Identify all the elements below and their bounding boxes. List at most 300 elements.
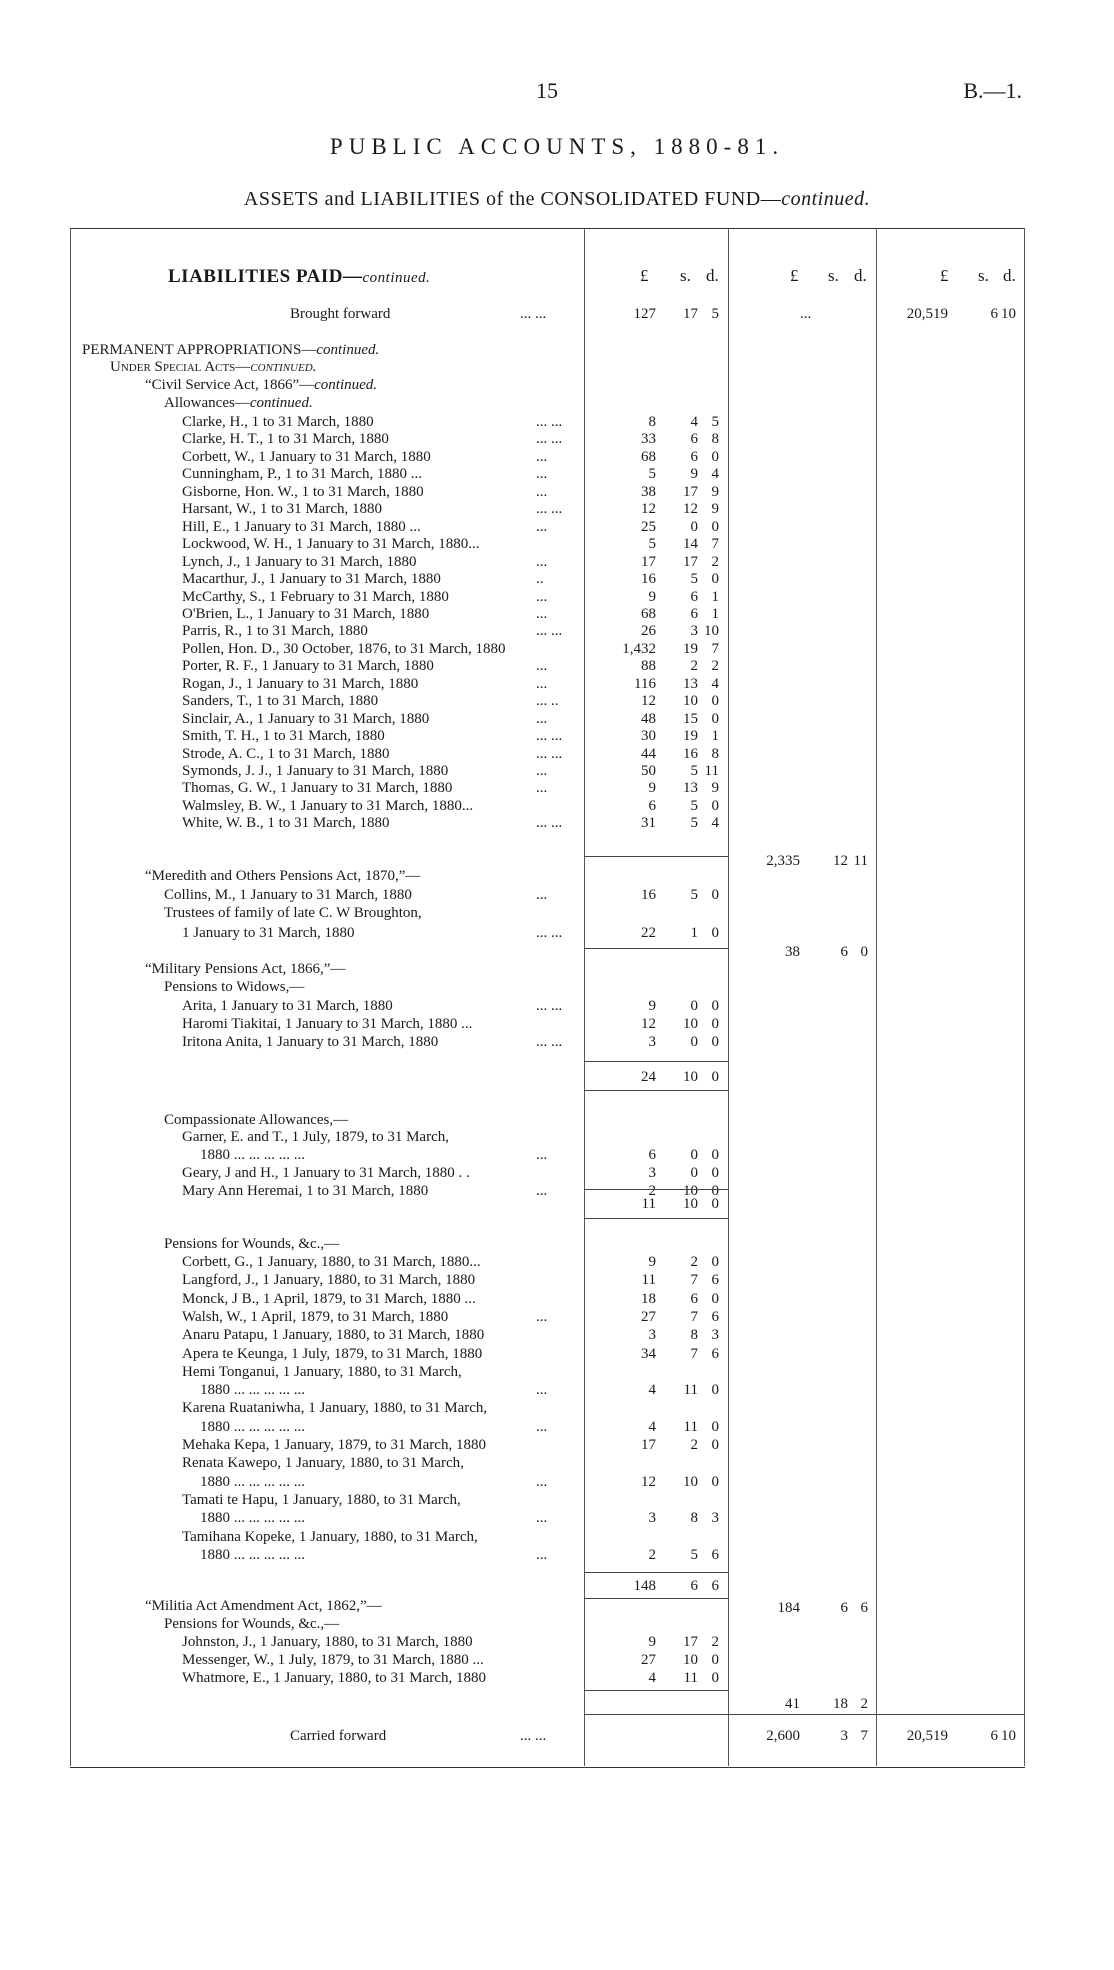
entry-shillings: 17 — [683, 1634, 698, 1650]
entry-pounds: 38 — [641, 483, 656, 500]
leader-dots: ... — [536, 710, 548, 727]
entry-name: Collins, M., 1 January to 31 March, 1880 — [164, 887, 412, 903]
entry-pence: 0 — [711, 448, 719, 465]
entry-shillings: 1 — [690, 925, 698, 941]
entry-name: Clarke, H., 1 to 31 March, 1880 — [182, 414, 374, 430]
entry-pounds: 12 — [641, 1473, 656, 1490]
entry-pounds: 1,432 — [622, 640, 656, 657]
carried-forward-rule — [584, 1714, 1024, 1715]
militia-wounds-heading-row — [0, 1616, 1114, 1633]
entry-shillings: 19 — [683, 728, 698, 745]
brought-forward-col1-pounds: 127 — [633, 306, 656, 322]
entry-pence: 0 — [711, 1034, 719, 1050]
entry-shillings: 8 — [690, 1327, 698, 1344]
widows-heading-row — [0, 979, 1114, 996]
entry-name: White, W. B., 1 to 31 March, 1880 — [182, 815, 390, 832]
leader-dots: ... — [536, 553, 548, 570]
entry-pounds: 9 — [648, 998, 656, 1014]
civil-total-pence: 11 — [853, 853, 868, 869]
military-total-shillings: 6 — [840, 1600, 848, 1616]
meredith-total-pounds: 38 — [785, 944, 800, 960]
entry-shillings: 4 — [690, 414, 698, 430]
entry-shillings: 17 — [683, 553, 698, 570]
leader-dots: ... — [536, 1183, 548, 1199]
entry-shillings: 3 — [690, 623, 698, 640]
col2-shillings-header: s. — [828, 266, 839, 285]
entry-pence: 0 — [711, 1147, 719, 1163]
entry-pounds: 16 — [641, 887, 656, 903]
leader-dots: ... ... — [536, 431, 563, 448]
entry-pounds: 6 — [648, 797, 656, 814]
entry-shillings: 7 — [690, 1345, 698, 1362]
wound-pension-row — [0, 1254, 1114, 1271]
entry-pounds: 2 — [648, 1546, 656, 1563]
entry-name: Thomas, G. W., 1 January to 31 March, 1880 — [182, 780, 453, 797]
entry-pounds: 34 — [641, 1345, 656, 1362]
entry-pounds: 3 — [648, 1165, 656, 1181]
entry-pence: 2 — [711, 553, 719, 570]
entry-name: Lynch, J., 1 January to 31 March, 1880 — [182, 553, 417, 570]
entry-shillings: 14 — [683, 536, 698, 553]
permanent-appropriations-heading-continued: continued. — [316, 342, 380, 358]
entry-shillings: 17 — [683, 483, 698, 500]
civil-allowance-row — [0, 449, 1114, 466]
entry-pence: 1 — [711, 728, 719, 745]
entry-name: Sinclair, A., 1 January to 31 March, 1880 — [182, 710, 430, 727]
entry-pounds: 6 — [648, 1147, 656, 1163]
entry-name: 1880 ... ... ... ... ... — [200, 1147, 305, 1163]
entry-name: Geary, J and H., 1 January to 31 March, 1880 . . — [182, 1165, 470, 1181]
entry-pence: 6 — [711, 1345, 719, 1362]
entry-pence: 0 — [711, 998, 719, 1014]
meredith-heading-row — [0, 868, 1114, 885]
civil-total-shillings: 12 — [833, 853, 848, 869]
civil-allowance-row — [0, 536, 1114, 553]
permanent-appropriations-heading-main: PERMANENT APPROPRIATIONS— — [82, 342, 317, 358]
brought-forward-row — [0, 306, 1114, 323]
civil-allowance-row — [0, 431, 1114, 448]
entry-shillings: 11 — [683, 1670, 698, 1686]
wounds-subtotal-rule — [584, 1572, 728, 1573]
entry-pounds: 3 — [648, 1327, 656, 1344]
wound-pension-row — [0, 1309, 1114, 1326]
entry-shillings: 13 — [683, 780, 698, 797]
compassionate-total-pounds: 11 — [641, 1196, 656, 1212]
civil-allowance-row — [0, 780, 1114, 797]
entry-name: Iritona Anita, 1 January to 31 March, 1880 — [182, 1034, 439, 1050]
militia-total-shillings: 18 — [833, 1696, 848, 1712]
carried-forward-col3-shillings: 6 — [990, 1728, 998, 1744]
page-number: 15 — [536, 78, 558, 103]
entry-pence: 0 — [711, 518, 719, 535]
entry-name: Messenger, W., 1 July, 1879, to 31 March, 1880 ... — [182, 1652, 484, 1668]
allowances-heading-text — [164, 395, 313, 412]
compassionate-row — [0, 1165, 1114, 1182]
entry-pence: 0 — [711, 1473, 719, 1490]
widows-total-row — [0, 1069, 1114, 1086]
entry-pounds: 30 — [641, 728, 656, 745]
meredith-heading: “Meredith and Others Pensions Act, 1870,”— — [145, 868, 421, 884]
entry-name: Garner, E. and T., 1 July, 1879, to 31 March, — [182, 1129, 449, 1145]
civil-allowance-row — [0, 658, 1114, 675]
carried-forward-col3-pence: 10 — [1001, 1728, 1016, 1744]
militia-pension-row — [0, 1652, 1114, 1669]
leader-dots: ... ... — [536, 728, 563, 745]
entry-name: Clarke, H. T., 1 to 31 March, 1880 — [182, 431, 389, 448]
special-acts-heading-main: Under Special Acts— — [110, 359, 251, 375]
entry-name: Rogan, J., 1 January to 31 March, 1880 — [182, 675, 419, 692]
allowances-heading — [0, 395, 1114, 412]
entry-pence: 0 — [711, 1165, 719, 1181]
military-total-pounds: 184 — [777, 1600, 800, 1616]
entry-pence: 11 — [704, 763, 719, 779]
permanent-appropriations-heading-text — [82, 342, 379, 359]
widows-total-pence: 0 — [711, 1069, 719, 1085]
allowances-heading-main: Allowances— — [164, 395, 250, 411]
entry-pence: 0 — [711, 1382, 719, 1399]
entry-shillings: 13 — [683, 675, 698, 692]
entry-name: Karena Ruataniwha, 1 January, 1880, to 31 March, — [182, 1400, 488, 1417]
entry-name: Trustees of family of late C. W Broughton, — [164, 905, 422, 921]
civil-allowance-row — [0, 815, 1114, 832]
civil-service-act-heading-text — [145, 377, 377, 394]
widows-total-shillings: 10 — [683, 1069, 698, 1085]
entry-pence: 0 — [711, 1254, 719, 1270]
brought-forward-col3-shillings: 6 — [990, 306, 998, 322]
entry-shillings: 9 — [690, 466, 698, 483]
wound-pension-row — [0, 1364, 1114, 1381]
entry-name: Macarthur, J., 1 January to 31 March, 1880 — [182, 571, 441, 588]
wound-pension-row — [0, 1492, 1114, 1509]
entry-name: Gisborne, Hon. W., 1 to 31 March, 1880 — [182, 483, 424, 500]
carried-forward-label: Carried forward — [290, 1728, 387, 1744]
col1-pence-header: d. — [706, 266, 719, 285]
entry-pounds: 12 — [641, 501, 656, 518]
wounds-total-pounds: 148 — [633, 1578, 656, 1594]
entry-pounds: 9 — [648, 588, 656, 605]
entry-pence: 1 — [711, 605, 719, 622]
leader-dots: ... ... — [520, 306, 547, 322]
wound-pension-row — [0, 1400, 1114, 1417]
entry-pence: 0 — [711, 887, 719, 903]
entry-name: Johnston, J., 1 January, 1880, to 31 March, 1880 — [182, 1634, 473, 1650]
civil-service-act-heading-continued: continued. — [314, 377, 378, 393]
wound-pension-row — [0, 1419, 1114, 1436]
leader-dots: ... — [536, 483, 548, 500]
leader-dots: .. — [536, 571, 544, 588]
entry-shillings: 0 — [690, 1165, 698, 1181]
civil-service-act-heading — [0, 377, 1114, 394]
leader-dots: ... .. — [536, 693, 559, 710]
special-acts-heading-text — [110, 359, 316, 376]
entry-shillings: 10 — [683, 1016, 698, 1032]
wounds-heading-row — [0, 1236, 1114, 1253]
leader-dots: ... ... — [536, 998, 563, 1014]
entry-pence: 4 — [711, 675, 719, 692]
entry-name: McCarthy, S., 1 February to 31 March, 1880 — [182, 588, 449, 605]
entry-name: Corbett, W., 1 January to 31 March, 1880 — [182, 448, 431, 465]
leader-dots: ... — [536, 448, 548, 465]
entry-shillings: 2 — [690, 1437, 698, 1453]
entry-name: Walsh, W., 1 April, 1879, to 31 March, 1880 — [182, 1308, 449, 1325]
carried-forward-col3-pounds: 20,519 — [906, 1728, 948, 1744]
entry-pounds: 11 — [641, 1272, 656, 1289]
entry-name: Walmsley, B. W., 1 January to 31 March, 1880... — [182, 797, 474, 814]
widow-pension-row — [0, 1016, 1114, 1033]
leader-dots: ... ... — [536, 623, 563, 640]
brought-forward-col3-pence: 10 — [1001, 306, 1016, 322]
entry-pence: 9 — [711, 780, 719, 797]
entry-shillings: 12 — [683, 501, 698, 518]
entry-shillings: 0 — [690, 1147, 698, 1163]
entry-name: Strode, A. C., 1 to 31 March, 1880 — [182, 745, 390, 762]
leader-dots: ... — [536, 466, 548, 483]
meredith-total-pence: 0 — [860, 944, 868, 960]
meredith-total-row — [0, 944, 1114, 961]
leader-dots: ... — [536, 1147, 548, 1163]
wound-pension-row — [0, 1291, 1114, 1308]
widows-close-rule — [584, 1090, 728, 1091]
carried-forward-col2-shillings: 3 — [840, 1728, 848, 1744]
civil-allowance-row — [0, 623, 1114, 640]
civil-allowance-row — [0, 589, 1114, 606]
meredith-row — [0, 887, 1114, 904]
entry-pounds: 5 — [648, 536, 656, 553]
entry-pounds: 3 — [648, 1034, 656, 1050]
entry-pounds: 50 — [641, 763, 656, 779]
entry-pence: 5 — [711, 414, 719, 430]
subtitle-continued: continued. — [781, 188, 871, 210]
carried-forward-row — [0, 1728, 1114, 1745]
civil-allowance-row — [0, 571, 1114, 588]
leader-dots: ... ... — [536, 925, 563, 941]
entry-pounds: 17 — [641, 553, 656, 570]
entry-shillings: 19 — [683, 640, 698, 657]
permanent-appropriations-heading — [0, 342, 1114, 359]
entry-pence: 7 — [711, 536, 719, 553]
entry-name: Anaru Patapu, 1 January, 1880, to 31 March, 1880 — [182, 1327, 485, 1344]
entry-pence: 8 — [711, 431, 719, 448]
entry-pounds: 8 — [648, 414, 656, 430]
entry-name: Hemi Tonganui, 1 January, 1880, to 31 March, — [182, 1363, 462, 1380]
meredith-row — [0, 905, 1114, 922]
militia-total-pounds: 41 — [785, 1696, 800, 1712]
col3-pence-header: d. — [1003, 266, 1016, 285]
entry-name: Lockwood, W. H., 1 January to 31 March, 1880... — [182, 536, 480, 553]
entry-shillings: 6 — [690, 588, 698, 605]
entry-shillings: 5 — [690, 887, 698, 903]
entry-pence: 0 — [711, 1183, 719, 1199]
entry-pounds: 27 — [641, 1652, 656, 1668]
leader-dots: ... — [536, 588, 548, 605]
entry-shillings: 6 — [690, 605, 698, 622]
entry-pounds: 33 — [641, 431, 656, 448]
entry-pounds: 9 — [648, 1254, 656, 1270]
entry-name: Porter, R. F., 1 January to 31 March, 1880 — [182, 658, 434, 675]
entry-pence: 8 — [711, 745, 719, 762]
col3-shillings-header: s. — [978, 266, 989, 285]
entry-pounds: 44 — [641, 745, 656, 762]
entry-name: Symonds, J. J., 1 January to 31 March, 1880 — [182, 763, 449, 779]
wound-pension-row — [0, 1272, 1114, 1289]
entry-shillings: 5 — [690, 797, 698, 814]
entry-pence: 4 — [711, 466, 719, 483]
entry-name: O'Brien, L., 1 January to 31 March, 1880 — [182, 605, 430, 622]
entry-shillings: 6 — [690, 431, 698, 448]
leader-dots: ... — [536, 780, 548, 797]
leader-dots: ... — [536, 1473, 548, 1490]
entry-shillings: 15 — [683, 710, 698, 727]
leader-dots: ... ... — [520, 1728, 547, 1744]
document-code: B.—1. — [963, 78, 1022, 103]
special-acts-heading — [0, 359, 1114, 376]
entry-name: Pollen, Hon. D., 30 October, 1876, to 31 March, 1880 — [182, 640, 506, 657]
civil-allowance-row — [0, 798, 1114, 815]
special-acts-heading-continued: continued. — [250, 359, 317, 375]
entry-pounds: 88 — [641, 658, 656, 675]
header-continued: continued. — [362, 270, 431, 286]
entry-pence: 0 — [711, 1652, 719, 1668]
wound-pension-row — [0, 1474, 1114, 1491]
entry-name: 1880 ... ... ... ... ... — [200, 1382, 305, 1399]
civil-allowance-row — [0, 693, 1114, 710]
entry-name: Mary Ann Heremai, 1 to 31 March, 1880 — [182, 1183, 429, 1199]
entry-pence: 3 — [711, 1510, 719, 1527]
entry-pounds: 22 — [641, 925, 656, 941]
page-subtitle — [0, 188, 1114, 211]
militia-subtotal-rule — [584, 1690, 728, 1691]
entry-pounds: 18 — [641, 1290, 656, 1307]
brought-forward-col1-pence: 5 — [711, 306, 719, 322]
col1-pounds-header: £ — [640, 266, 649, 285]
entry-name: Smith, T. H., 1 to 31 March, 1880 — [182, 728, 385, 745]
carried-forward-col2-pounds: 2,600 — [766, 1728, 800, 1744]
entry-pounds: 9 — [648, 1634, 656, 1650]
entry-pence: 0 — [711, 571, 719, 588]
entry-name: Hill, E., 1 January to 31 March, 1880 ... — [182, 518, 421, 535]
leader-dots: ... ... — [536, 414, 563, 430]
entry-pence: 10 — [704, 623, 719, 640]
subtitle-main: ASSETS and LIABILITIES of the CONSOLIDATED FUND— — [243, 188, 782, 210]
wounds-total-shillings: 6 — [690, 1578, 698, 1594]
leader-dots: ... — [536, 1308, 548, 1325]
civil-allowance-row — [0, 641, 1114, 658]
entry-pounds: 16 — [641, 571, 656, 588]
military-heading-row — [0, 961, 1114, 978]
col2-dots: ... — [800, 306, 812, 322]
entry-pence: 4 — [711, 815, 719, 832]
compassionate-subtotal-rule — [584, 1189, 728, 1190]
wounds-heading: Pensions for Wounds, &c.,— — [164, 1236, 340, 1252]
entry-shillings: 5 — [690, 571, 698, 588]
entry-shillings: 2 — [690, 658, 698, 675]
entry-shillings: 6 — [690, 448, 698, 465]
entry-pounds: 4 — [648, 1382, 656, 1399]
entry-shillings: 0 — [690, 518, 698, 535]
entry-pence: 0 — [711, 1016, 719, 1032]
entry-shillings: 7 — [690, 1308, 698, 1325]
entry-pence: 0 — [711, 693, 719, 710]
entry-pounds: 31 — [641, 815, 656, 832]
brought-forward-label: Brought forward — [290, 306, 391, 322]
wound-pension-row — [0, 1510, 1114, 1527]
entry-pounds: 4 — [648, 1670, 656, 1686]
militia-total-row — [0, 1696, 1114, 1713]
entry-pence: 0 — [711, 710, 719, 727]
entry-pounds: 12 — [641, 693, 656, 710]
entry-shillings: 5 — [690, 1546, 698, 1563]
leader-dots: ... — [536, 887, 548, 903]
widows-subtotal-rule — [584, 1061, 728, 1062]
entry-shillings: 10 — [683, 1183, 698, 1199]
entry-pounds: 5 — [648, 466, 656, 483]
leader-dots: ... — [536, 675, 548, 692]
entry-name: Cunningham, P., 1 to 31 March, 1880 ... — [182, 466, 422, 483]
entry-pence: 2 — [711, 1634, 719, 1650]
entry-pence: 6 — [711, 1272, 719, 1289]
widows-heading: Pensions to Widows,— — [164, 979, 305, 995]
entry-pence: 0 — [711, 1418, 719, 1435]
leader-dots: ... ... — [536, 745, 563, 762]
entry-pence: 2 — [711, 658, 719, 675]
entry-pounds: 68 — [641, 448, 656, 465]
civil-allowance-row — [0, 414, 1114, 431]
entry-pounds: 48 — [641, 710, 656, 727]
wound-pension-row — [0, 1455, 1114, 1472]
entry-shillings: 5 — [690, 815, 698, 832]
military-heading: “Military Pensions Act, 1866,”— — [145, 961, 346, 977]
wound-pension-row — [0, 1529, 1114, 1546]
militia-pension-row — [0, 1670, 1114, 1687]
leader-dots: ... — [536, 518, 548, 535]
entry-name: 1 January to 31 March, 1880 — [182, 925, 355, 941]
civil-allowance-row — [0, 466, 1114, 483]
entry-name: Mehaka Kepa, 1 January, 1879, to 31 March, 1880 — [182, 1437, 486, 1453]
entry-name: Tamati te Hapu, 1 January, 1880, to 31 March, — [182, 1491, 461, 1508]
entry-shillings: 10 — [683, 693, 698, 710]
leader-dots: ... — [536, 1546, 548, 1563]
widow-pension-row — [0, 1034, 1114, 1051]
entry-name: 1880 ... ... ... ... ... — [200, 1510, 305, 1527]
civil-allowance-row — [0, 676, 1114, 693]
militia-heading-row — [0, 1598, 1114, 1615]
entry-pence: 6 — [711, 1546, 719, 1563]
entry-shillings: 7 — [690, 1272, 698, 1289]
entry-name: Sanders, T., 1 to 31 March, 1880 — [182, 693, 379, 710]
entry-name: Haromi Tiakitai, 1 January to 31 March, 1880 ... — [182, 1016, 473, 1032]
civil-service-act-heading-main: “Civil Service Act, 1866”— — [145, 377, 315, 393]
entry-pence: 0 — [711, 1290, 719, 1307]
entry-pence: 9 — [711, 501, 719, 518]
entry-pence: 0 — [711, 925, 719, 941]
entry-pounds: 2 — [648, 1183, 656, 1199]
entry-name: Whatmore, E., 1 January, 1880, to 31 March, 1880 — [182, 1670, 486, 1686]
entry-pence: 3 — [711, 1327, 719, 1344]
entry-name: Harsant, W., 1 to 31 March, 1880 — [182, 501, 382, 518]
column-header-label — [168, 266, 430, 288]
entry-shillings: 5 — [690, 763, 698, 779]
meredith-total-shillings: 6 — [840, 944, 848, 960]
wound-pension-row — [0, 1346, 1114, 1363]
militia-wounds-heading: Pensions for Wounds, &c.,— — [164, 1616, 340, 1632]
compassionate-heading: Compassionate Allowances,— — [164, 1112, 349, 1128]
militia-total-pence: 2 — [860, 1696, 868, 1712]
carried-forward-col2-pence: 7 — [860, 1728, 868, 1744]
entry-name: Arita, 1 January to 31 March, 1880 — [182, 998, 393, 1014]
entry-shillings: 11 — [683, 1382, 698, 1399]
col1-shillings-header: s. — [680, 266, 691, 285]
header-bold: LIABILITIES PAID— — [168, 266, 363, 287]
